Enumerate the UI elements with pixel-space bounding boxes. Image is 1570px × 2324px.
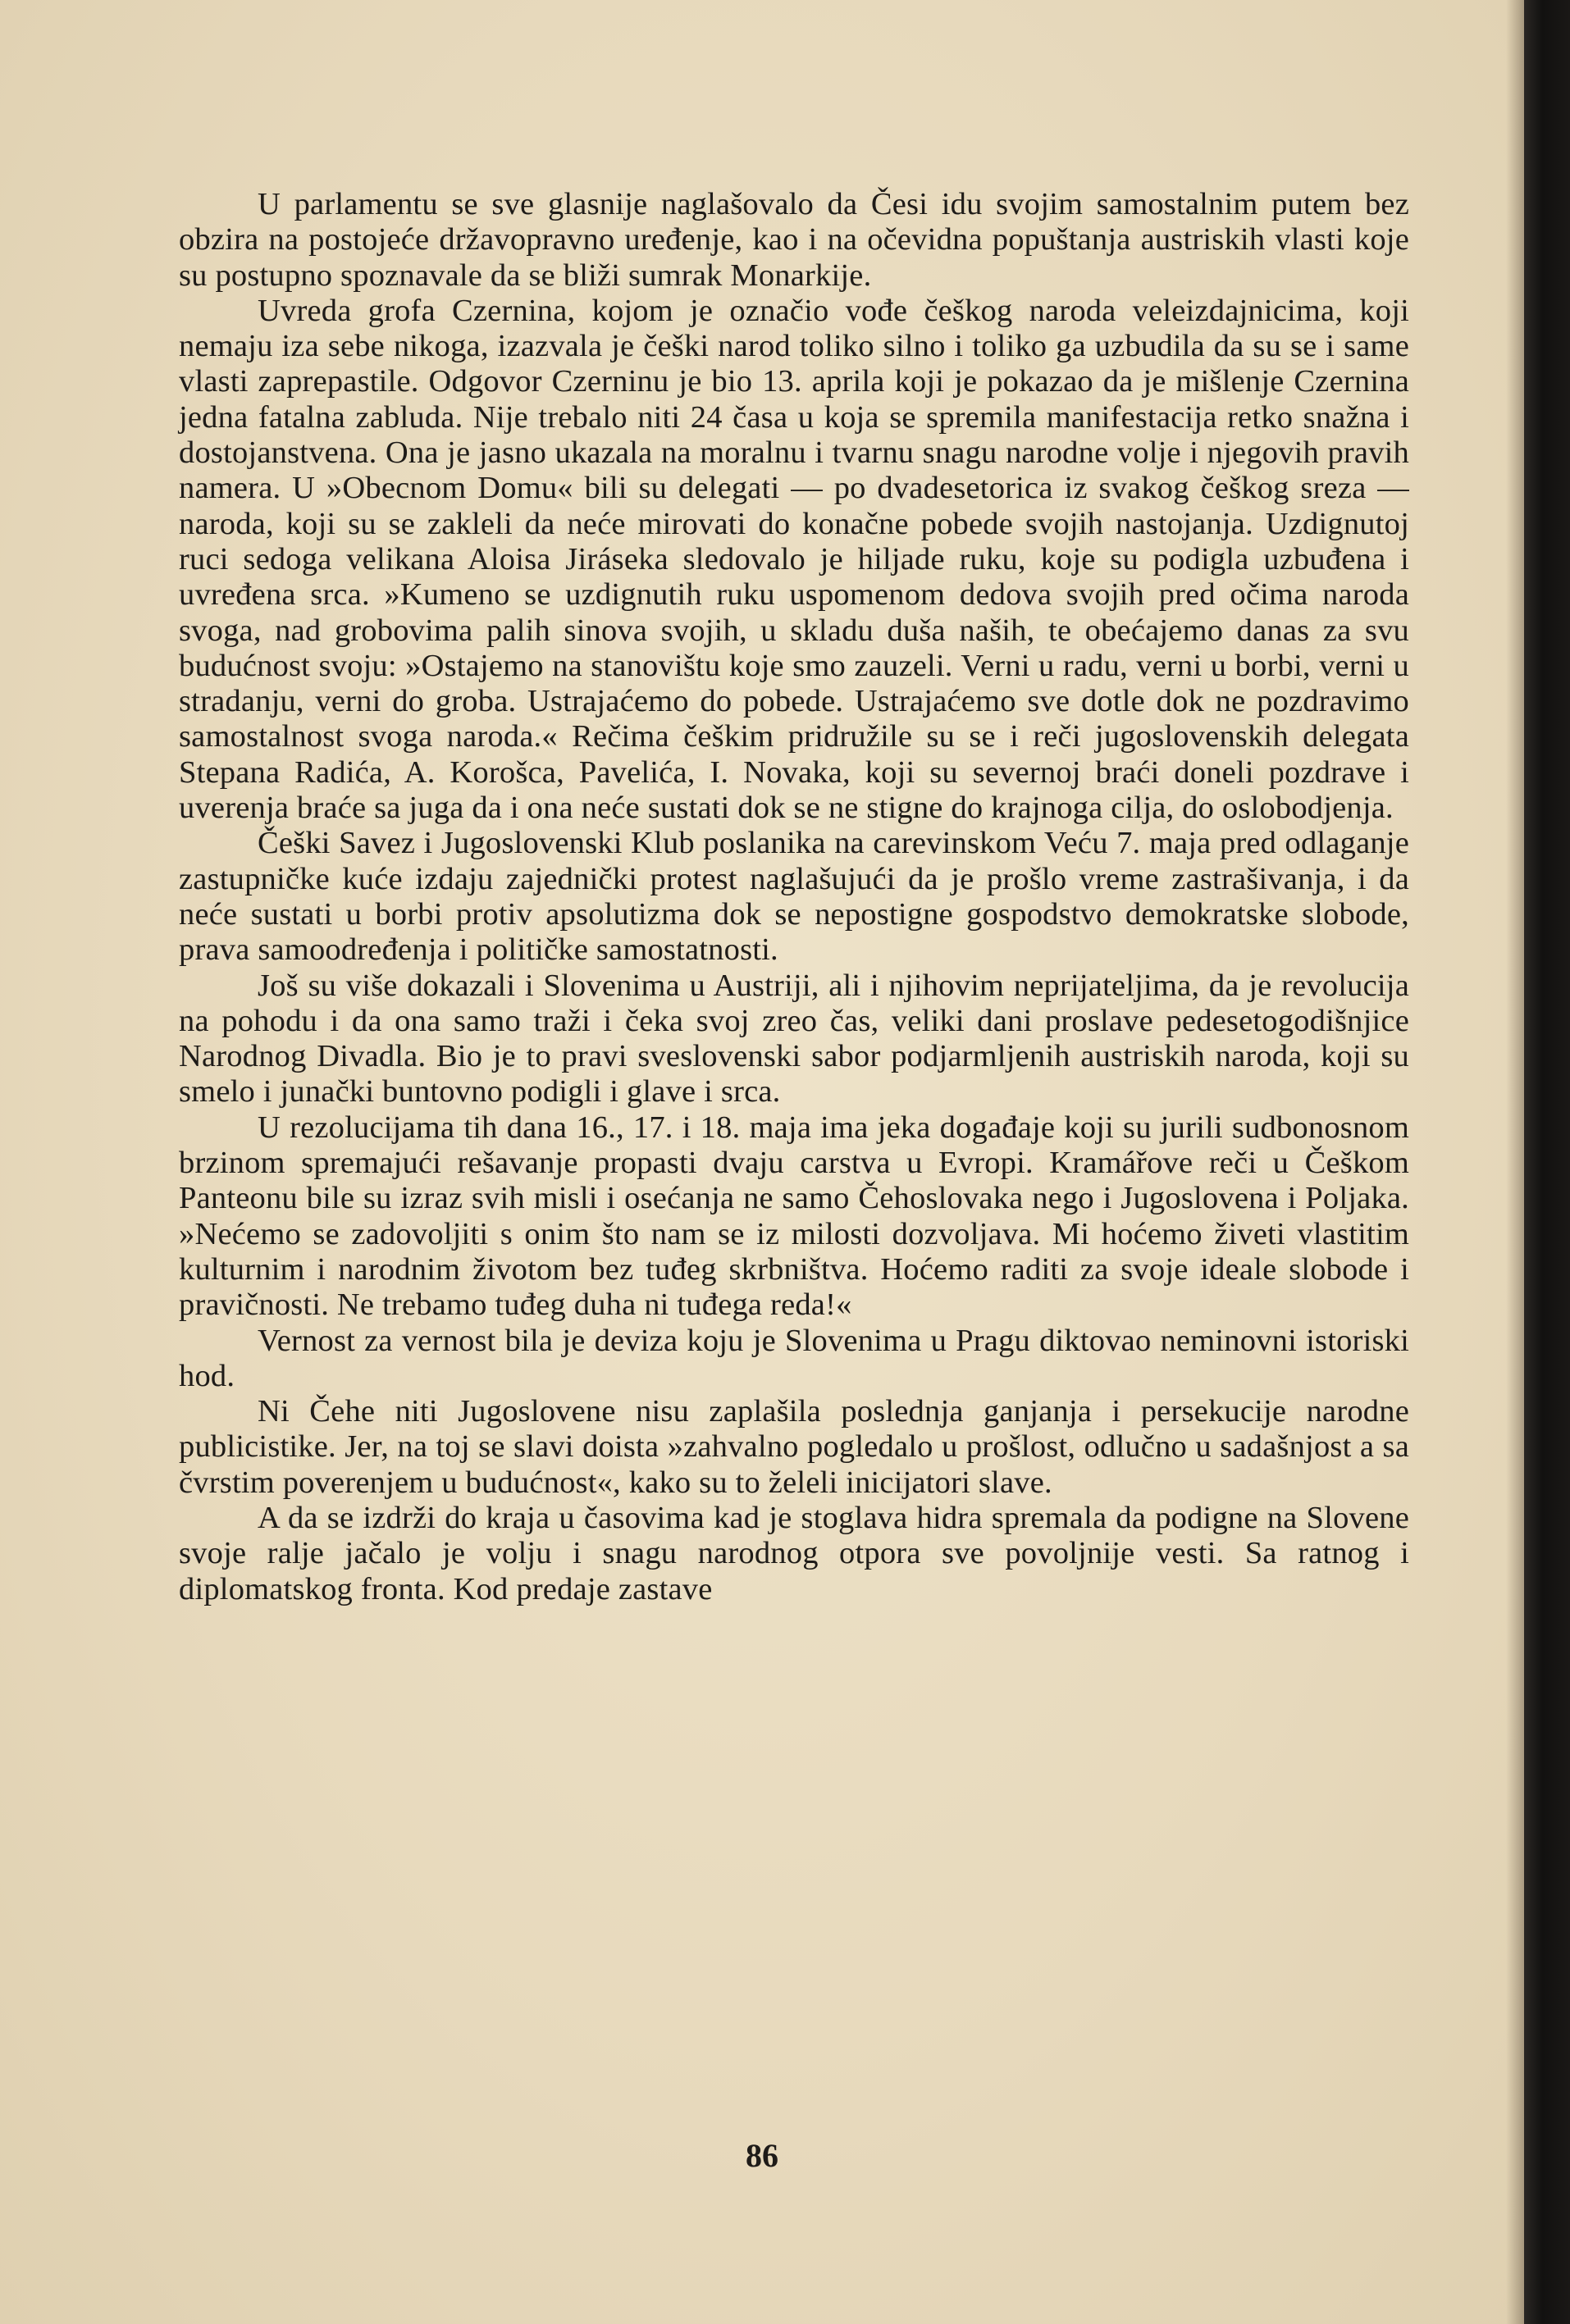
book-spine — [1524, 0, 1570, 2324]
page-number: 86 — [746, 2137, 778, 2174]
page-edge-shadow — [1506, 0, 1524, 2324]
paragraph-7: Ni Čehe niti Jugoslovene nisu zaplašila poslednja ganjanja i persekucije narodne publicistike. Jer, na toj se slavi doista »zahvalno pogledalo u prošlost, odlučno u sadašnjost a sa čvrstim poverenjem u budućnost«, kako su to želeli inicijatori slave. — [179, 1394, 1409, 1500]
paragraph-8: A da se izdrži do kraja u časovima kad je stoglava hidra spremala da podigne na Slovene svoje ralje jačalo je volju i snagu narodnog otpora sve povoljnije vesti. Sa ratnog i diplomatskog fronta. Kod predaje zastave — [179, 1500, 1409, 1606]
paragraph-2: Uvreda grofa Czernina, kojom je označio vođe češkog naroda veleizdajnicima, koji nemaju iza sebe nikoga, izazvala je češki narod toliko silno i toliko ga uzbudila da su se i same vlasti zaprepastile. Odgovor Czerninu je bio 13. aprila koji je pokazao da je mišlenje Czernina jedna fatalna zabluda. Nije trebalo niti 24 časa u koja se spremila manifestacija retko snažna i dostojanstvena. Ona je jasno ukazala na moralnu i tvarnu snagu narodne volje i njegovih pravih namera. U »Obecnom Domu« bili su delegati — po dvadesetorica iz svakog češkog sreza — naroda, koji su se zakleli da neće mirovati do konačne pobede svojih nastojanja. Uzdignutoj ruci sedoga velikana Aloisa Jiráseka sledovalo je hiljade ruku, koje su podigla uzbuđena i uvređena srca. »Kumeno se uzdignutih ruku uspomenom dedova svojih pred očima naroda svoga, nad grobovima palih sinova svojih, u skladu duša naših, te obećajemo danas za svu budućnost svoju: »Ostajemo na stanovištu koje smo zauzeli. Verni u radu, verni u borbi, verni u stradanju, verni do groba. Ustrajaćemo do pobede. Ustrajaćemo sve dotle dok ne pozdravimo samostalnost svoga naroda.« Rečima češkim pridružile su se i reči jugoslovenskih delegata Stepana Radića, A. Korošca, Pavelića, I. Novaka, koji su severnoj braći doneli pozdrave i uverenja braće sa juga da i ona neće sustati dok se ne stigne do krajnoga cilja, do oslobodjenja. — [179, 293, 1409, 826]
paragraph-6: Vernost za vernost bila je deviza koju je Slovenima u Pragu diktovao neminovni istoriski hod. — [179, 1323, 1409, 1393]
body-text — [179, 187, 1409, 1607]
paragraph-5: U rezolucijama tih dana 16., 17. i 18. maja ima jeka događaje koji su jurili sudbonosnom brzinom spremajući rešavanje propasti dvaju carstva u Evropi. Kramářove reči u Češkom Panteonu bile su izraz svih misli i osećanja ne samo Čehoslovaka nego i Jugoslovena i Poljaka. »Nećemo se zadovoljiti s onim što nam se iz milosti dozvoljava. Mi hoćemo živeti vlastitim kulturnim i narodnim životom bez tuđeg skrbništva. Hoćemo raditi za svoje ideale slobode i pravičnosti. Ne trebamo tuđeg duha ni tuđega reda!« — [179, 1110, 1409, 1323]
paragraph-3: Češki Savez i Jugoslovenski Klub poslanika na carevinskom Veću 7. maja pred odlaganje zastupničke kuće izdaju zajednički protest naglašujući da je prošlo vreme zastrašivanja, i da neće sustati u borbi protiv apsolutizma dok se nepostigne gospodstvo demokratske slobode, prava samoodređenja i političke samostatnosti. — [179, 826, 1409, 968]
paragraph-4: Još su više dokazali i Slovenima u Austriji, ali i njihovim neprijateljima, da je revolucija na pohodu i da ona samo traži i čeka svoj zreo čas, veliki dani proslave pedesetogodišnjice Narodnog Divadla. Bio je to pravi sveslovenski sabor podjarmljenih austriskih naroda, koji su smelo i junački buntovno podigli i glave i srca. — [179, 968, 1409, 1110]
paragraph-1: U parlamentu se sve glasnije naglašovalo da Česi idu svojim samostalnim putem bez obzira na postojeće državopravno uređenje, kao i na očevidna popuštanja austriskih vlasti koje su postupno spoznavale da se bliži sumrak Monarkije. — [179, 187, 1409, 293]
